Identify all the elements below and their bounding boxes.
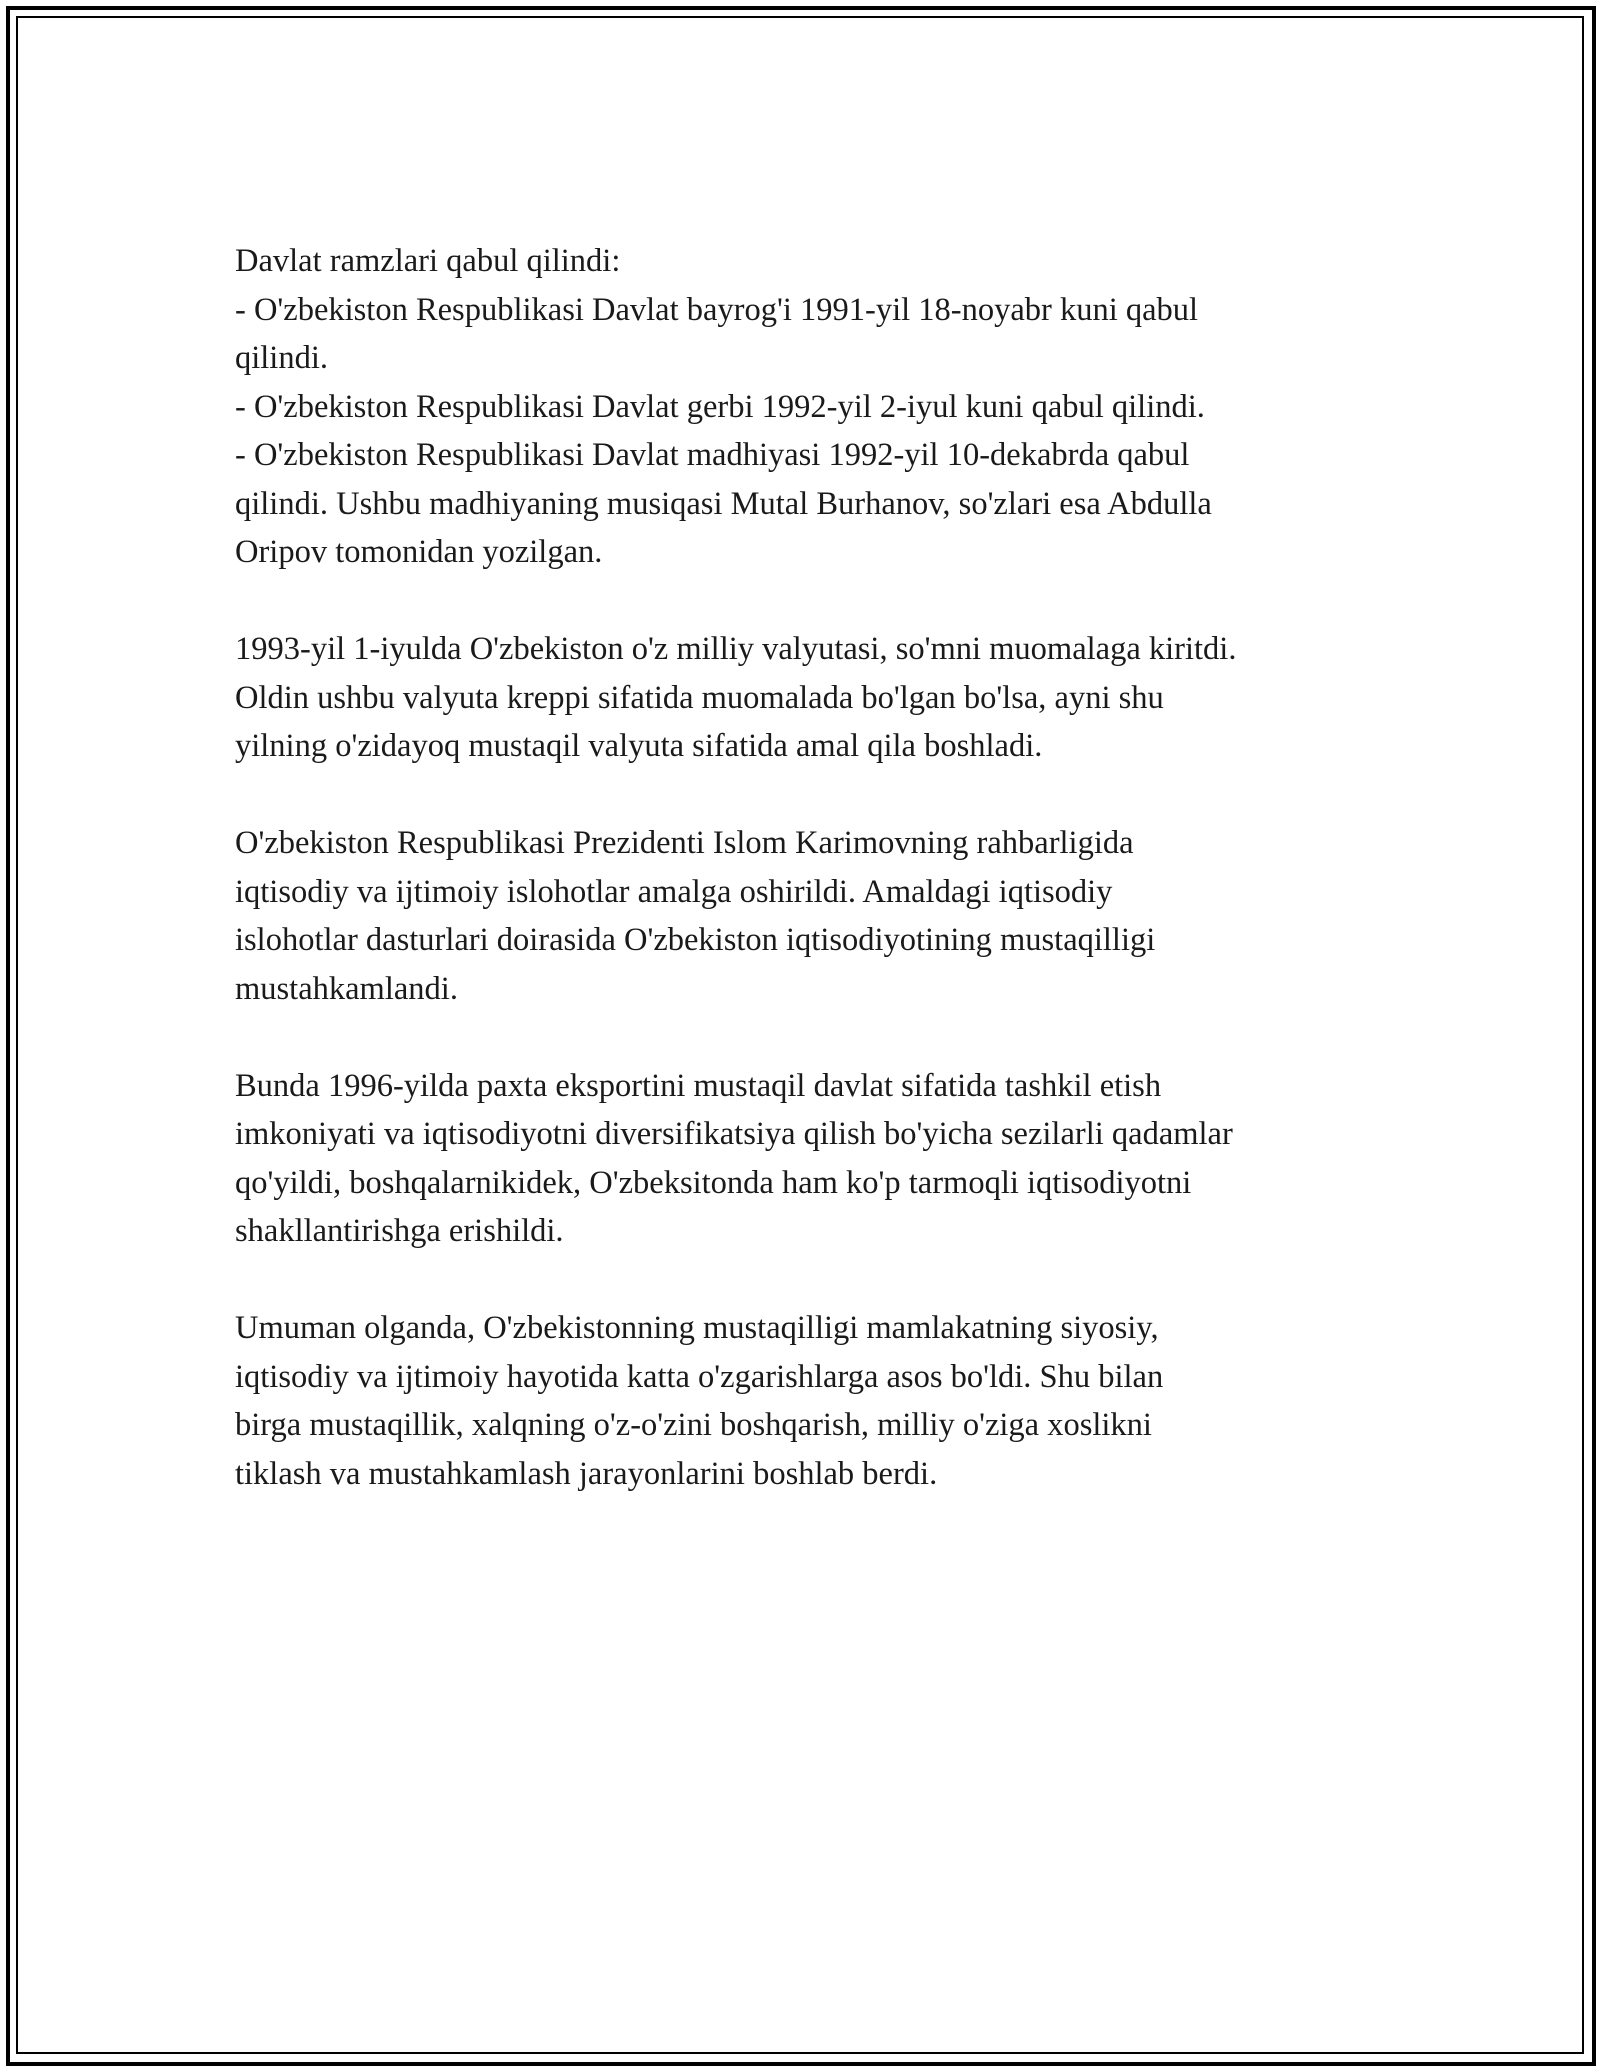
text-line: shakllantirishga erishildi. bbox=[235, 1213, 564, 1249]
text-line: - O'zbekiston Respublikasi Davlat gerbi 1992-yil 2-iyul kuni qabul qilindi. bbox=[235, 388, 1205, 425]
text-line: imkoniyati va iqtisodiyotni diversifikatsiya qilish bo'yicha sezilarli qadamlar bbox=[235, 1116, 1233, 1152]
text-line: Umuman olganda, O'zbekistonning mustaqilligi mamlakatning siyosiy, bbox=[235, 1310, 1159, 1346]
text-line: tiklash va mustahkamlash jarayonlarini boshlab berdi. bbox=[235, 1455, 938, 1492]
paragraph-conclusion bbox=[235, 1304, 1385, 1498]
text-line: mustahkamlandi. bbox=[235, 970, 458, 1007]
text-line: - O'zbekiston Respublikasi Davlat madhiyasi 1992-yil 10-dekabrda qabul bbox=[235, 437, 1190, 473]
text-line: Oldin ushbu valyuta kreppi sifatida muomalada bo'lgan bo'lsa, ayni shu bbox=[235, 679, 1164, 716]
text-line: Davlat ramzlari qabul qilindi: bbox=[235, 243, 621, 279]
text-line: qilindi. Ushbu madhiyaning musiqasi Mutal Burhanov, so'zlari esa Abdulla bbox=[235, 485, 1212, 522]
text-line: iqtisodiy va ijtimoiy hayotida katta o'zgarishlarga asos bo'ldi. Shu bilan bbox=[235, 1358, 1164, 1395]
document-body bbox=[235, 237, 1385, 1498]
text-line: qo'yildi, boshqalarnikidek, O'zbeksitonda ham ko'p tarmoqli iqtisodiyotni bbox=[235, 1164, 1192, 1201]
paragraph-reforms bbox=[235, 819, 1385, 1013]
text-line: islohotlar dasturlari doirasida O'zbekiston iqtisodiyotining mustaqilligi bbox=[235, 922, 1156, 958]
paragraph-state-symbols bbox=[235, 237, 1385, 577]
text-line: - O'zbekiston Respublikasi Davlat bayrog'i 1991-yil 18-noyabr kuni qabul bbox=[235, 291, 1199, 328]
text-line: qilindi. bbox=[235, 340, 328, 376]
text-line: yilning o'zidayoq mustaqil valyuta sifatida amal qila boshladi. bbox=[235, 728, 1043, 764]
paragraph-cotton-export bbox=[235, 1062, 1385, 1256]
text-line: 1993-yil 1-iyulda O'zbekiston o'z milliy valyutasi, so'mni muomalaga kiritdi. bbox=[235, 631, 1237, 667]
paragraph-currency bbox=[235, 625, 1385, 771]
text-line: O'zbekiston Respublikasi Prezidenti Islom Karimovning rahbarligida bbox=[235, 825, 1134, 861]
text-line: Bunda 1996-yilda paxta eksportini mustaqil davlat sifatida tashkil etish bbox=[235, 1067, 1162, 1104]
text-line: iqtisodiy va ijtimoiy islohotlar amalga oshirildi. Amaldagi iqtisodiy bbox=[235, 873, 1113, 910]
text-line: Oripov tomonidan yozilgan. bbox=[235, 534, 603, 570]
text-line: birga mustaqillik, xalqning o'z-o'zini boshqarish, milliy o'ziga xoslikni bbox=[235, 1407, 1152, 1443]
